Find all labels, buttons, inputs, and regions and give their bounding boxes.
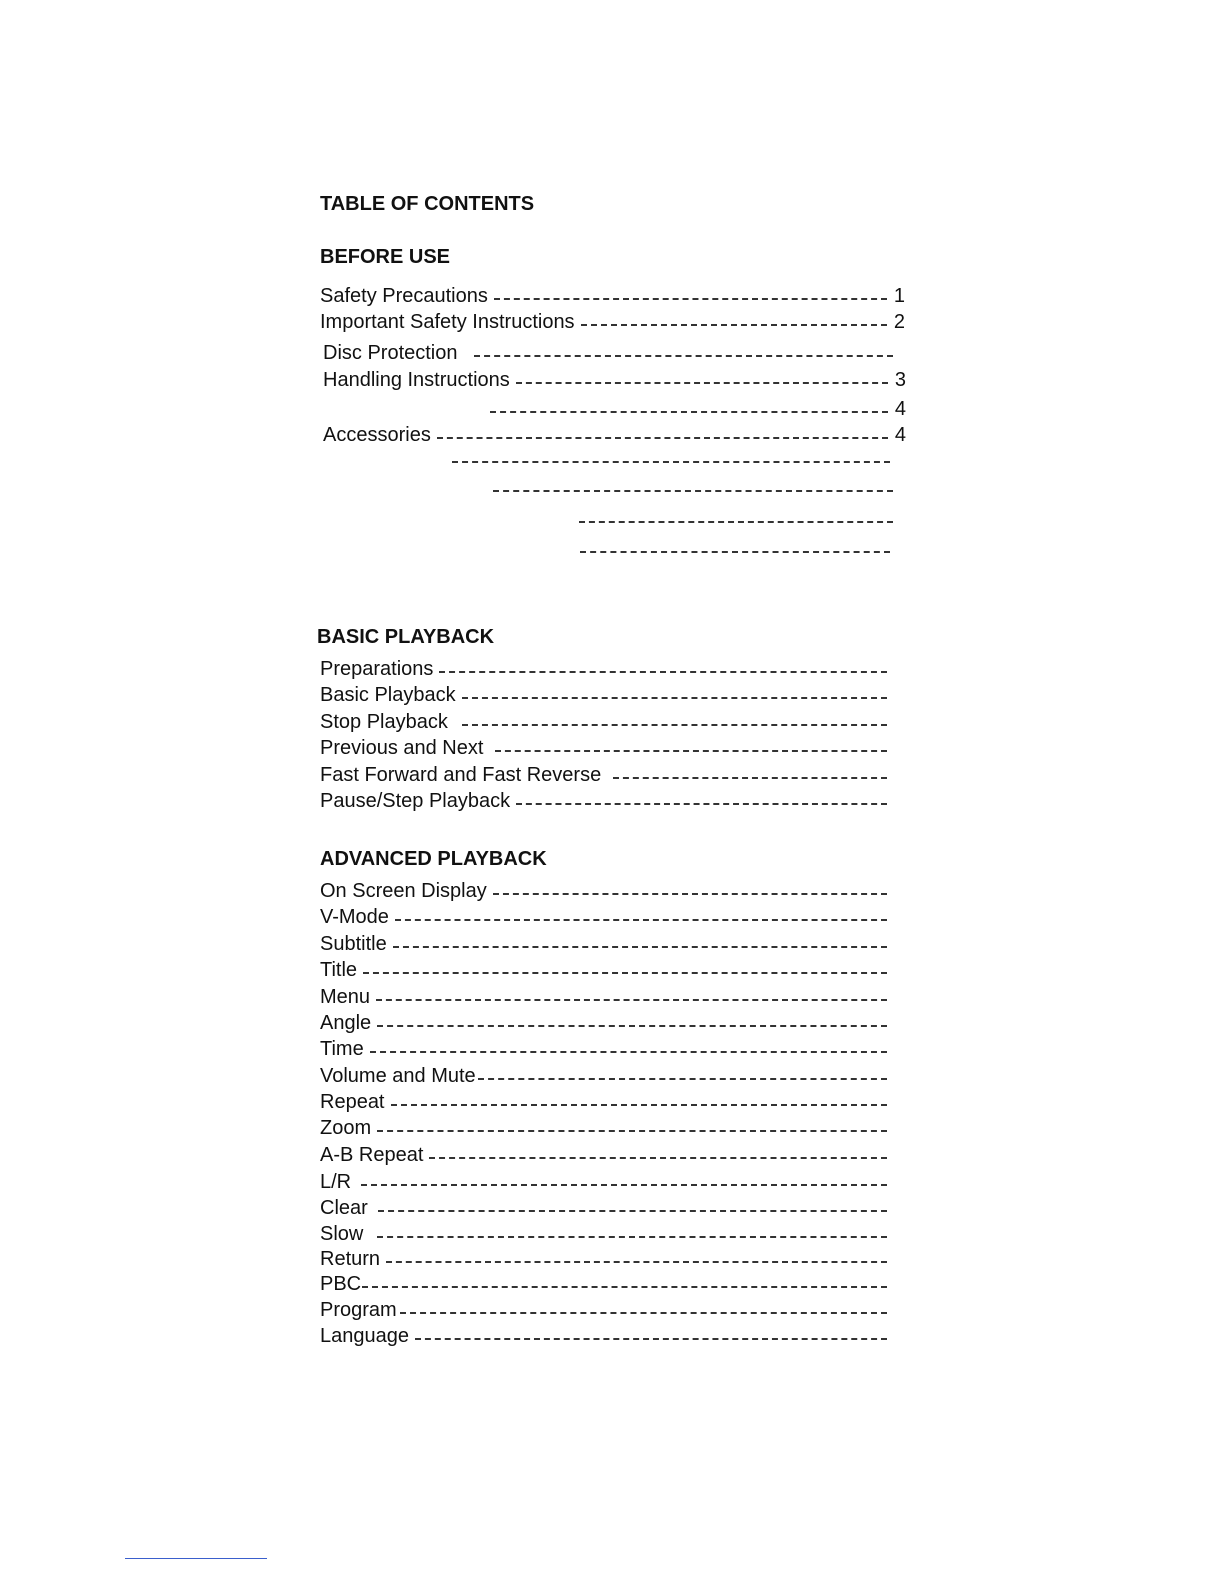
toc-entry[interactable] bbox=[320, 903, 887, 929]
toc-entry-label: L/R bbox=[320, 1171, 352, 1193]
toc-entry-label: Repeat bbox=[320, 1091, 385, 1113]
toc-entry[interactable] bbox=[320, 1088, 887, 1114]
toc-entry[interactable] bbox=[490, 395, 906, 421]
dot-leader bbox=[363, 972, 887, 974]
toc-entry[interactable] bbox=[320, 1009, 887, 1035]
section-heading-advanced-playback: ADVANCED PLAYBACK bbox=[320, 848, 547, 870]
dot-leader bbox=[377, 1025, 887, 1027]
dot-leader bbox=[437, 437, 888, 439]
toc-entry[interactable] bbox=[320, 681, 887, 707]
dot-leader bbox=[490, 411, 888, 413]
dot-leader bbox=[613, 777, 887, 779]
page-title: TABLE OF CONTENTS bbox=[320, 193, 535, 215]
toc-entry-label: Fast Forward and Fast Reverse bbox=[320, 764, 602, 786]
dot-leader bbox=[494, 298, 887, 300]
toc-entry-label: V-Mode bbox=[320, 906, 389, 928]
dot-leader bbox=[478, 1078, 887, 1080]
toc-entry-label: Handling Instructions bbox=[323, 369, 510, 391]
toc-entry-label: Preparations bbox=[320, 658, 434, 680]
toc-entry-label: Zoom bbox=[320, 1117, 372, 1139]
toc-entry-label: Stop Playback bbox=[320, 711, 448, 733]
toc-entry-label: Title bbox=[320, 959, 358, 981]
dot-leader bbox=[361, 1184, 887, 1186]
dot-leader bbox=[415, 1338, 887, 1340]
toc-entry[interactable] bbox=[320, 655, 887, 681]
toc-entry-label: Disc Protection bbox=[323, 342, 458, 364]
dot-leader bbox=[516, 803, 887, 805]
dot-leader bbox=[495, 750, 887, 752]
toc-entry-label: PBC bbox=[320, 1273, 362, 1295]
toc-entry[interactable] bbox=[320, 983, 887, 1009]
toc-entry[interactable] bbox=[320, 1062, 887, 1088]
dot-leader bbox=[393, 946, 887, 948]
toc-entry[interactable] bbox=[320, 282, 905, 308]
dot-leader bbox=[395, 919, 887, 921]
toc-entry[interactable] bbox=[320, 1168, 887, 1194]
toc-entry-label: Safety Precautions bbox=[320, 285, 488, 307]
toc-page-number: 4 bbox=[894, 398, 906, 420]
dot-leader bbox=[516, 382, 888, 384]
toc-entry[interactable] bbox=[320, 1296, 887, 1322]
dot-leader bbox=[581, 324, 887, 326]
toc-page-number: 1 bbox=[893, 285, 905, 307]
toc-entry[interactable] bbox=[323, 339, 893, 365]
toc-entry-label: Slow bbox=[320, 1223, 364, 1245]
toc-entry[interactable] bbox=[320, 308, 905, 334]
toc-entry[interactable] bbox=[320, 734, 887, 760]
toc-entry[interactable] bbox=[323, 366, 906, 392]
toc-entry-label: Previous and Next bbox=[320, 737, 484, 759]
toc-page-number: 2 bbox=[893, 311, 905, 333]
toc-entry-label: Basic Playback bbox=[320, 684, 456, 706]
dot-leader bbox=[378, 1210, 887, 1212]
dot-leader bbox=[376, 999, 887, 1001]
dot-leader bbox=[452, 461, 890, 463]
toc-entry-label: Language bbox=[320, 1325, 409, 1347]
toc-entry[interactable] bbox=[320, 956, 887, 982]
dot-leader bbox=[362, 1286, 887, 1288]
dot-leader bbox=[386, 1261, 887, 1263]
dot-leader bbox=[377, 1130, 887, 1132]
dot-leader bbox=[579, 521, 893, 523]
dot-leader bbox=[580, 551, 890, 553]
dot-leader bbox=[391, 1104, 888, 1106]
toc-entry-label: Pause/Step Playback bbox=[320, 790, 511, 812]
toc-entry-label: Program bbox=[320, 1299, 397, 1321]
dot-leader bbox=[474, 355, 894, 357]
dot-leader bbox=[462, 724, 887, 726]
toc-entry[interactable] bbox=[320, 787, 887, 813]
dot-leader bbox=[429, 1157, 887, 1159]
toc-entry-label: Subtitle bbox=[320, 933, 387, 955]
toc-entry-label: Volume and Mute bbox=[320, 1065, 476, 1087]
dot-leader bbox=[400, 1312, 887, 1314]
dot-leader bbox=[493, 490, 893, 492]
toc-entry-label: Menu bbox=[320, 986, 371, 1008]
toc-entry-label: A-B Repeat bbox=[320, 1144, 424, 1166]
toc-entry[interactable] bbox=[320, 1114, 887, 1140]
toc-entry-label: Clear bbox=[320, 1197, 368, 1219]
dot-leader bbox=[377, 1236, 887, 1238]
toc-entry[interactable] bbox=[320, 1322, 887, 1348]
toc-entry[interactable] bbox=[320, 1035, 887, 1061]
dot-leader bbox=[439, 671, 887, 673]
toc-entry-label: Accessories bbox=[323, 424, 431, 446]
toc-page-number: 4 bbox=[894, 424, 906, 446]
toc-entry[interactable] bbox=[320, 877, 887, 903]
toc-entry-label: Time bbox=[320, 1038, 364, 1060]
toc-entry[interactable] bbox=[320, 1270, 887, 1296]
toc-page-number: 3 bbox=[894, 369, 906, 391]
dot-leader bbox=[462, 697, 887, 699]
section-heading-basic-playback: BASIC PLAYBACK bbox=[317, 626, 495, 648]
toc-entry-label: Important Safety Instructions bbox=[320, 311, 575, 333]
footer-rule bbox=[125, 1558, 267, 1559]
toc-entry[interactable] bbox=[320, 1194, 887, 1220]
toc-entry-label: On Screen Display bbox=[320, 880, 487, 902]
toc-entry[interactable] bbox=[320, 708, 887, 734]
toc-entry[interactable] bbox=[320, 1220, 887, 1246]
toc-entry-label: Return bbox=[320, 1248, 381, 1270]
toc-entry-label: Angle bbox=[320, 1012, 372, 1034]
section-heading-before-use: BEFORE USE bbox=[320, 246, 451, 268]
toc-entry[interactable] bbox=[320, 761, 887, 787]
toc-entry[interactable] bbox=[320, 1245, 887, 1271]
toc-entry[interactable] bbox=[320, 930, 887, 956]
toc-entry[interactable] bbox=[320, 1141, 887, 1167]
dot-leader bbox=[370, 1051, 887, 1053]
toc-entry[interactable] bbox=[323, 421, 906, 447]
dot-leader bbox=[493, 893, 887, 895]
